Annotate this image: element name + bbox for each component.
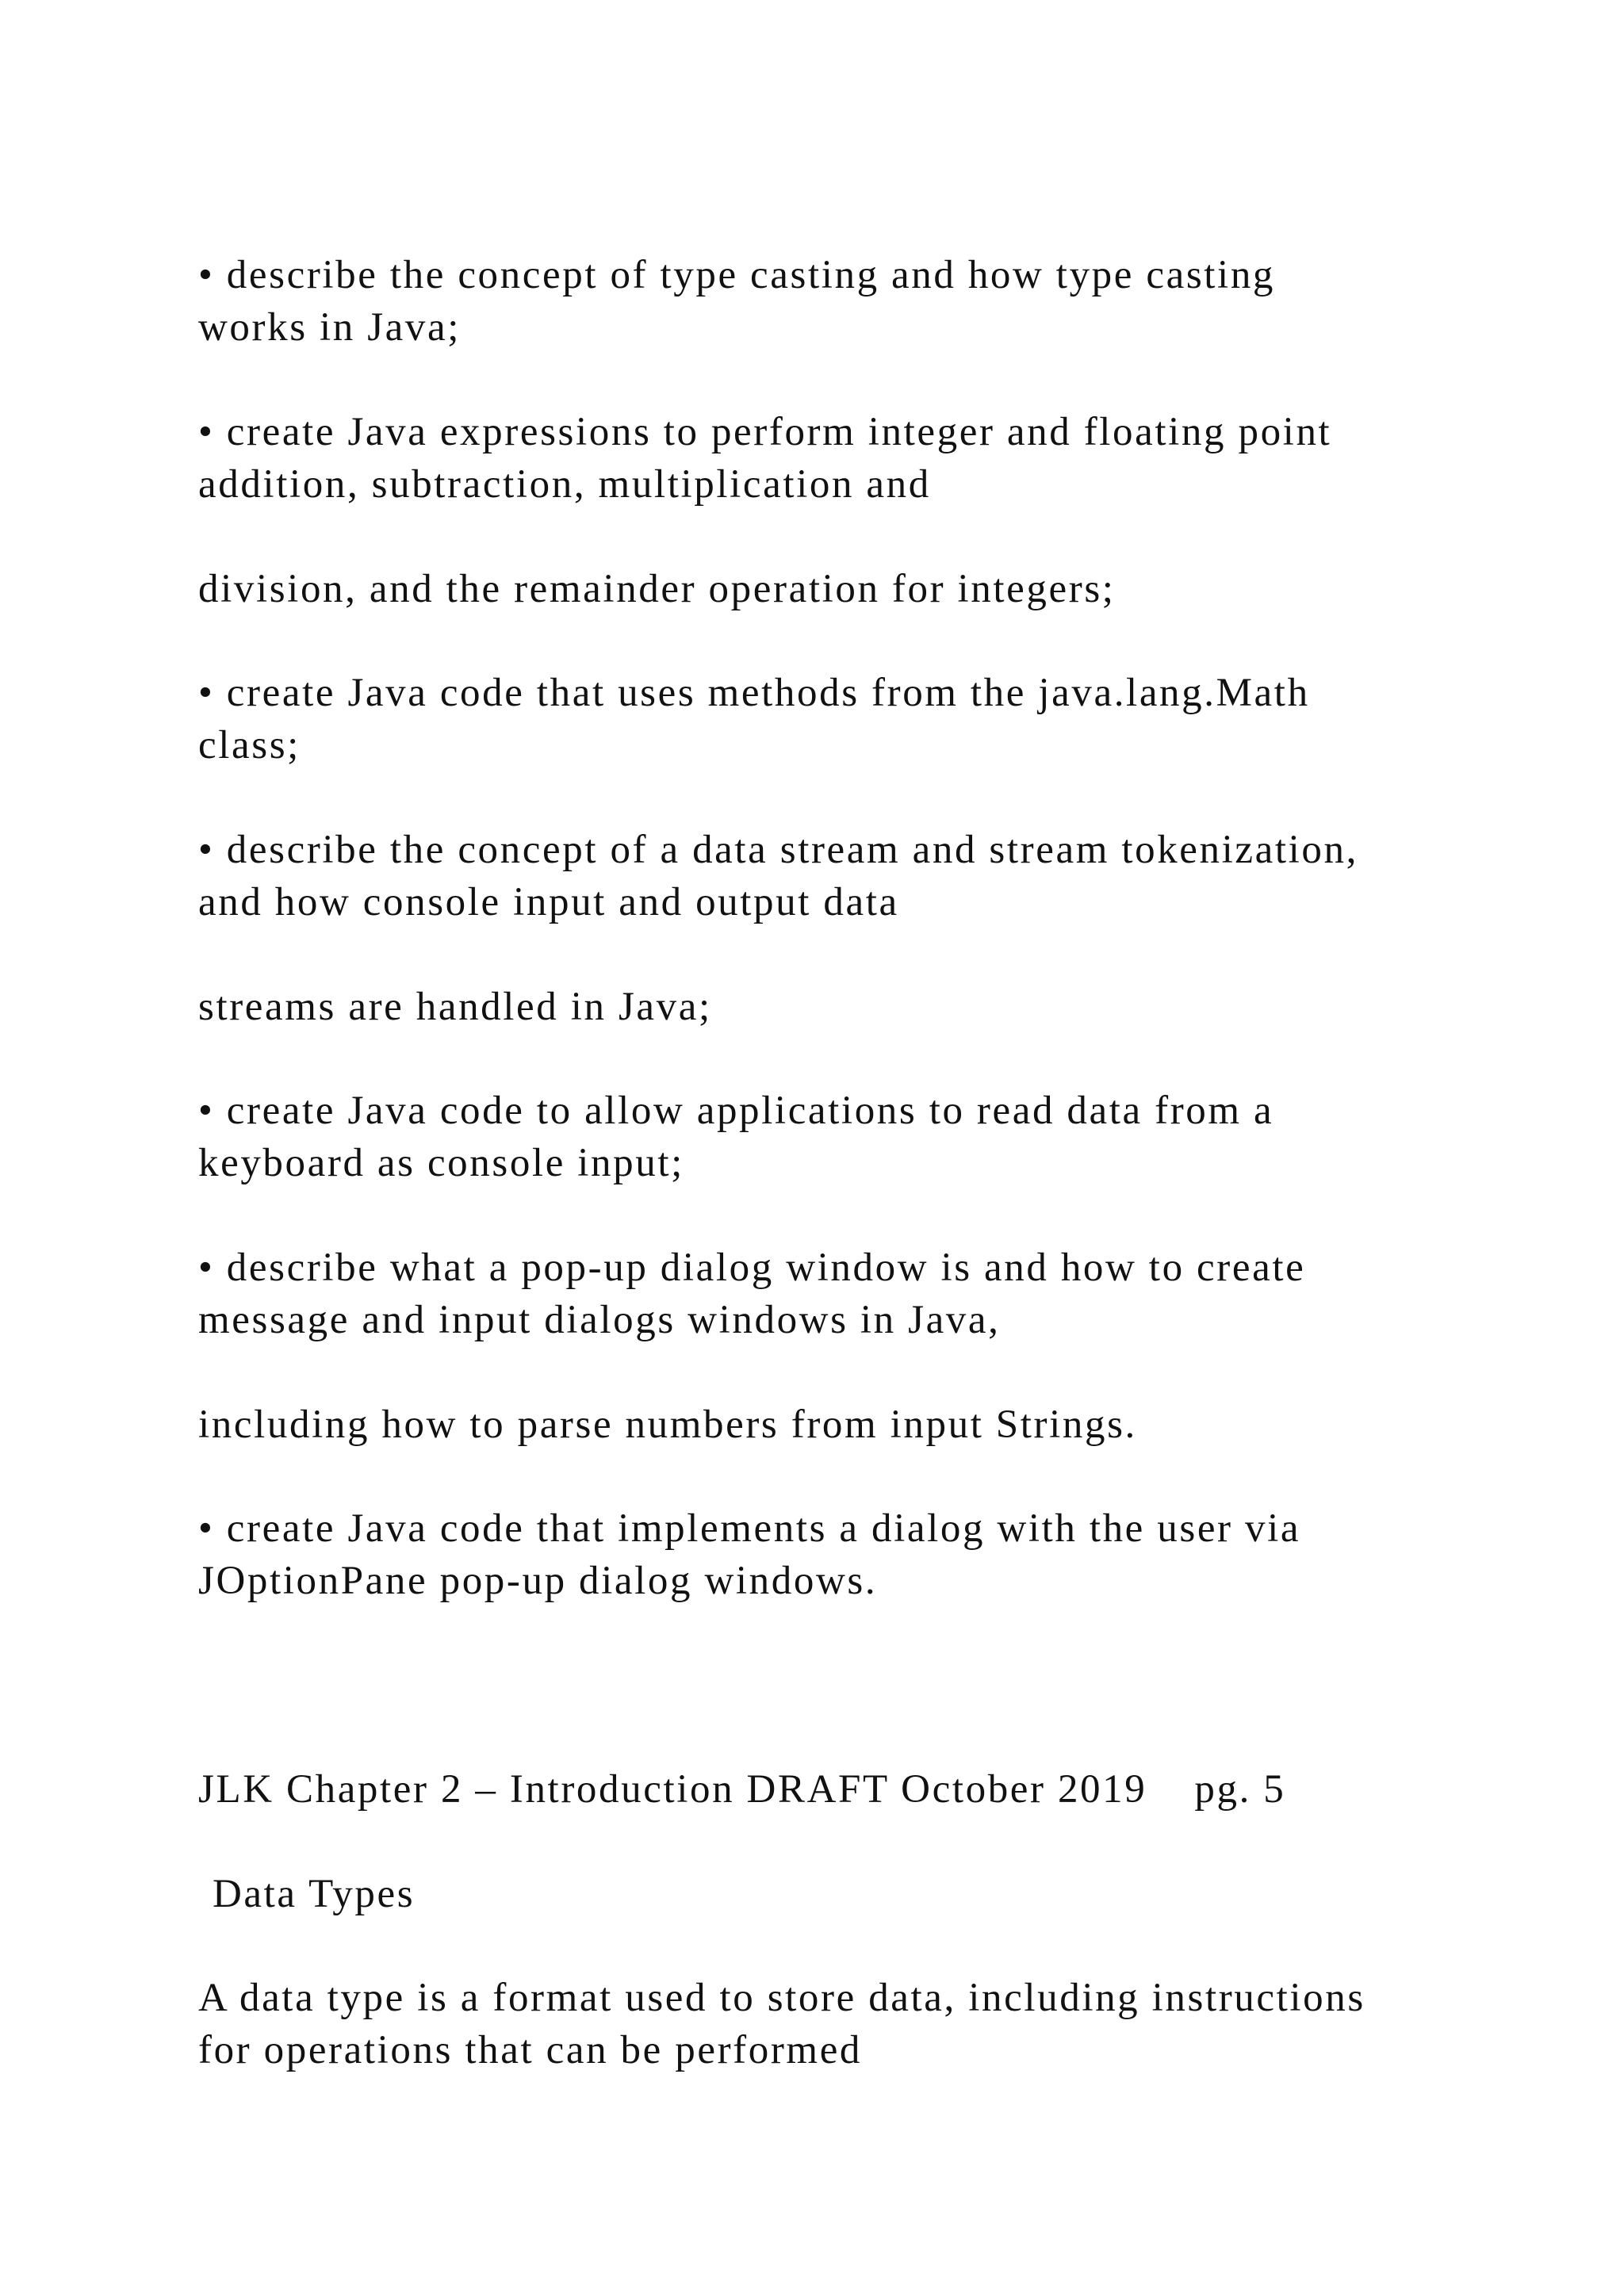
page-number: pg. 5 xyxy=(1194,1767,1286,1812)
objective-5-line-2: keyboard as console input; xyxy=(198,1141,684,1185)
page-footer xyxy=(198,1767,1286,1812)
objective-7-line-2: JOptionPane pop-up dialog windows. xyxy=(198,1559,878,1603)
section-heading: Data Types xyxy=(213,1872,416,1916)
objective-4-line-1: • describe the concept of a data stream and stream tokenization, xyxy=(198,828,1358,872)
objective-1-line-2: works in Java; xyxy=(198,305,462,350)
objective-6-line-1: • describe what a pop-up dialog window is and how to create xyxy=(198,1246,1306,1290)
objective-3-line-1: • create Java code that uses methods from the java.lang.Math xyxy=(198,671,1310,715)
objective-2-line-2: addition, subtraction, multiplication and xyxy=(198,462,931,507)
paragraph-line-1: A data type is a format used to store data, including instructions xyxy=(198,1976,1365,2020)
objective-3-line-2: class; xyxy=(198,723,301,767)
objective-6-line-3: including how to parse numbers from input Strings. xyxy=(198,1402,1137,1447)
paragraph-line-2: for operations that can be performed xyxy=(198,2028,863,2072)
objective-4-line-2: and how console input and output data xyxy=(198,880,899,924)
objective-2-line-3: division, and the remainder operation for integers; xyxy=(198,567,1116,611)
objective-4-line-3: streams are handled in Java; xyxy=(198,985,712,1029)
footer-text: JLK Chapter 2 – Introduction DRAFT October 2019 xyxy=(198,1767,1147,1812)
objective-7-line-1: • create Java code that implements a dialog with the user via xyxy=(198,1506,1301,1551)
objective-5-line-1: • create Java code to allow applications to read data from a xyxy=(198,1089,1274,1133)
objective-6-line-2: message and input dialogs windows in Java, xyxy=(198,1298,1001,1342)
objective-1-line-1: • describe the concept of type casting and how type casting xyxy=(198,253,1276,297)
objective-2-line-1: • create Java expressions to perform integer and floating point xyxy=(198,410,1332,454)
